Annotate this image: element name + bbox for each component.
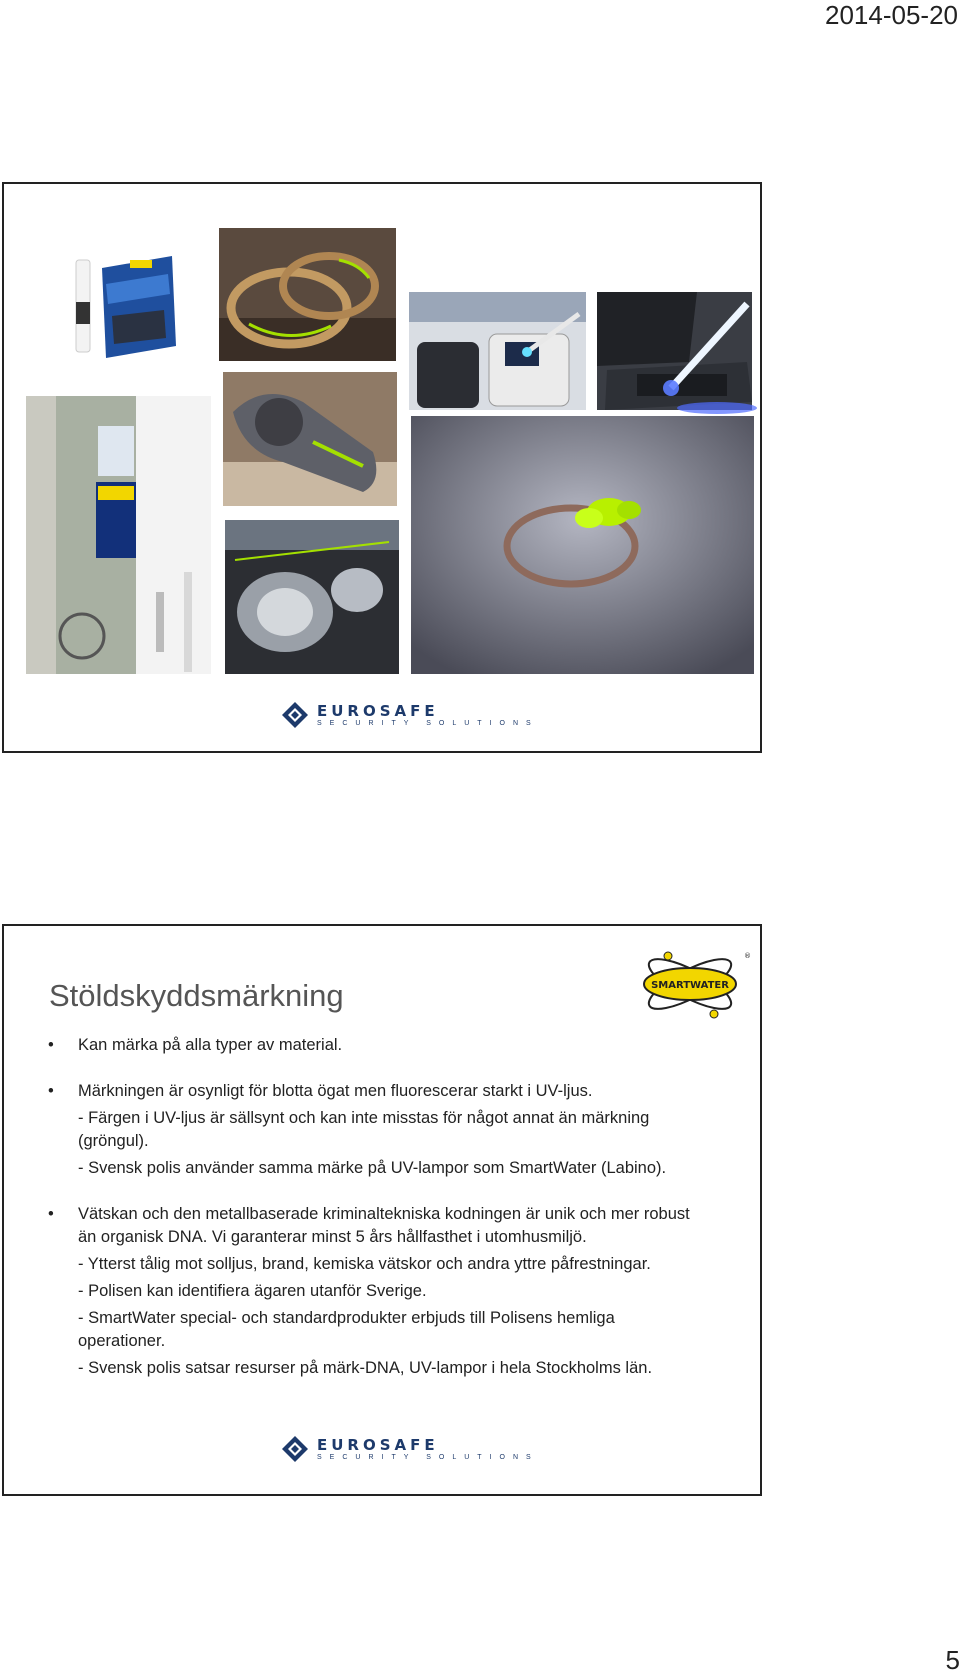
svg-text:®: ® — [744, 952, 751, 960]
bracelets-uv-photo — [219, 228, 396, 361]
bullet-dot-icon: • — [48, 1036, 54, 1054]
slide-stoldskyddsmarkning — [2, 924, 762, 1496]
logo-tagline: SECURITY SOLUTIONS — [317, 719, 539, 727]
bullet-gap — [48, 1180, 698, 1203]
bullet-text: Vätskan och den metallbaserade kriminaltekniska kodningen är unik och mer robust än organisk DNA. Vi garanterar minst 5 års hållfasthet i utomhusmiljö. — [78, 1205, 690, 1246]
sub-bullet-text: - Svensk polis använder samma märke på UV-lampor som SmartWater (Labino). — [78, 1159, 667, 1177]
header-date: 2014-05-20 — [825, 0, 958, 30]
ring-uv-photo — [411, 416, 754, 674]
car-headlight-photo — [225, 520, 399, 674]
phone-marking-photo — [409, 292, 586, 410]
slide-title: Stöldskyddsmärkning — [49, 978, 344, 1013]
bullet-dot-icon: • — [48, 1205, 54, 1223]
bullet-list — [48, 1034, 698, 1380]
sub-bullet-text: - SmartWater special- och standardprodukter erbjuds till Polisens hemliga operationer. — [78, 1309, 615, 1350]
logo-name: EUROSAFE — [317, 1435, 439, 1454]
door-sticker-photo — [26, 396, 211, 674]
laptop-uv-photo — [597, 292, 752, 410]
bullet-dot-icon: • — [48, 1082, 54, 1100]
page-number: 5 — [945, 1645, 960, 1675]
logo-tagline: SECURITY SOLUTIONS — [317, 1453, 539, 1461]
smartwater-logo — [640, 948, 750, 1020]
bullet-text: Märkningen är osynligt för blotta ögat men fluorescerar starkt i UV-ljus. — [78, 1082, 593, 1100]
sub-bullet-text: - Ytterst tålig mot solljus, brand, kemiska vätskor och andra yttre påfrestningar. — [78, 1255, 651, 1273]
bullet-item — [48, 1034, 698, 1057]
eurosafe-logo — [281, 701, 539, 729]
sub-bullet-text: - Svensk polis satsar resurser på märk-DNA, UV-lampor i hela Stockholms län. — [78, 1359, 653, 1377]
eurosafe-diamond-icon — [281, 701, 309, 729]
bullet-item — [48, 1080, 698, 1103]
logo-name: EUROSAFE — [317, 701, 439, 720]
eurosafe-diamond-icon — [281, 1435, 309, 1463]
eurosafe-logo — [281, 1435, 539, 1463]
bullet-text: Kan märka på alla typer av material. — [78, 1036, 343, 1054]
smartwater-logo-text: SMARTWATER — [651, 980, 729, 991]
sub-bullet-text: - Polisen kan identifiera ägaren utanför Sverige. — [78, 1282, 427, 1300]
bullet-gap — [48, 1057, 698, 1080]
product-kit-photo — [72, 254, 176, 360]
bullet-item — [48, 1203, 698, 1249]
watch-uv-photo — [223, 372, 397, 506]
slide-photo-collage — [2, 182, 762, 753]
sub-bullet-text: - Färgen i UV-ljus är sällsynt och kan inte misstas för något annat än märkning (gröngul). — [78, 1109, 650, 1150]
